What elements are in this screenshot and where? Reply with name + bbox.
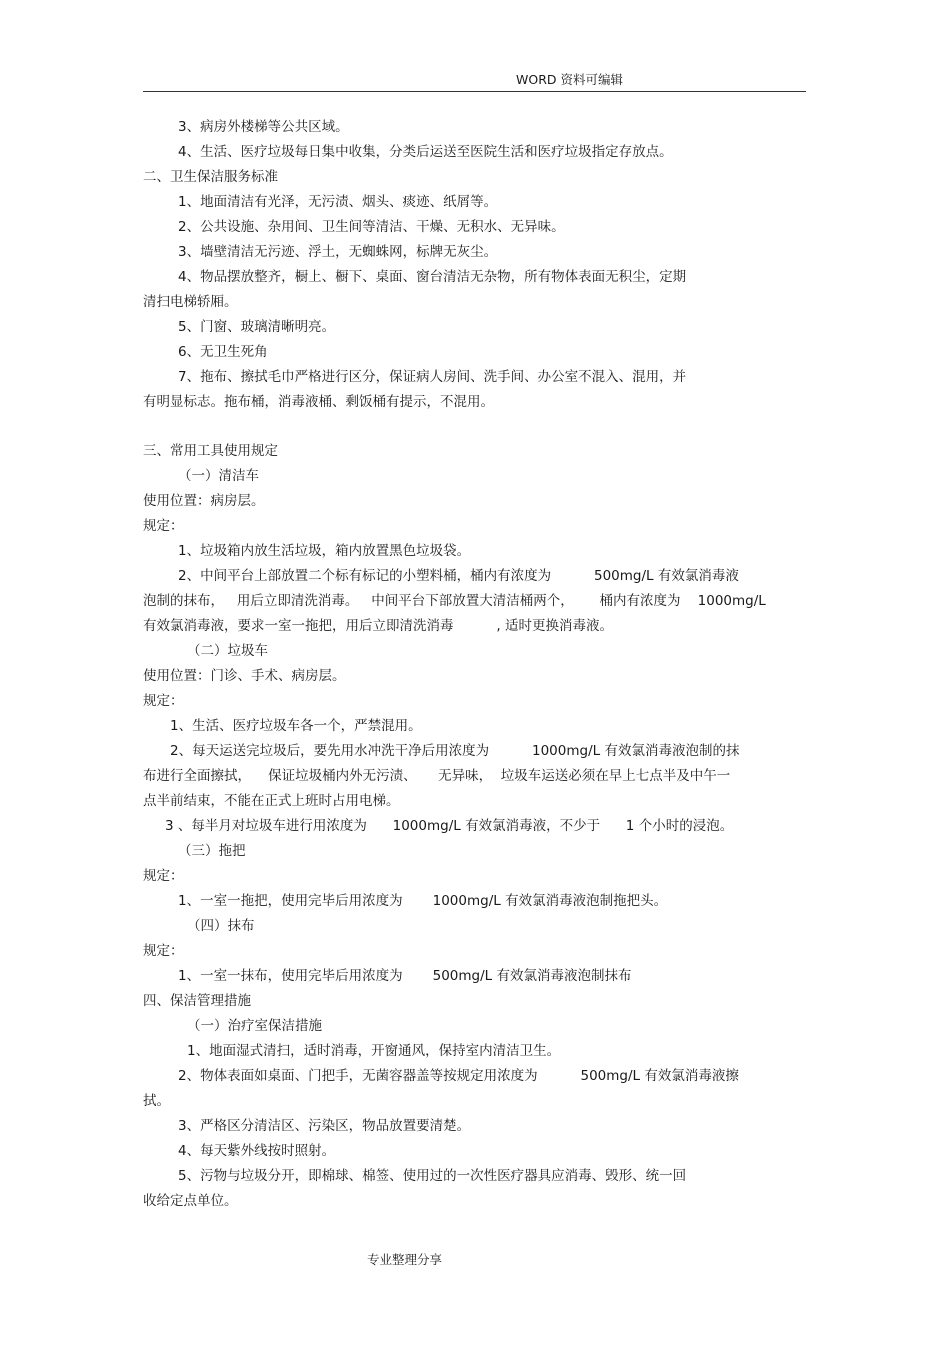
text-line: 4、生活、医疗垃圾每日集中收集，分类后运送至医院生活和医疗垃圾指定存放点。 [178, 144, 673, 160]
text-line: 1、垃圾箱内放生活垃圾，箱内放置黑色垃圾袋。 [178, 543, 471, 559]
header-text: WORD 资料可编辑 [516, 72, 623, 87]
subsection-heading: （一）清洁车 [178, 468, 259, 484]
subsection-heading: （一）治疗室保洁措施 [187, 1018, 322, 1034]
text-line: 7、拖布、擦拭毛巾严格进行区分，保证病人房间、洗手间、办公室不混入、混用，并 [178, 369, 687, 385]
text-line: 规定： [143, 693, 184, 709]
subsection-heading: （二）垃圾车 [187, 643, 268, 659]
text-line: 规定： [143, 943, 184, 959]
text-line: 6、无卫生死角 [178, 344, 268, 360]
text-line: 1、地面清洁有光泽，无污渍、烟头、痰迹、纸屑等。 [178, 194, 498, 210]
blank-line [143, 415, 808, 439]
text-line: 泡制的抹布， 用后立即清洗消毒。 中间平台下部放置大清洁桶两个， 桶内有浓度为 1000mg/L [143, 593, 766, 609]
section-heading: 三、常用工具使用规定 [143, 443, 278, 459]
text-line: 4、物品摆放整齐，橱上、橱下、桌面、窗台清洁无杂物，所有物体表面无积尘，定期 [178, 269, 687, 285]
page-footer: 专业整理分享 [367, 1252, 443, 1267]
text-line: 规定： [143, 518, 184, 534]
text-line: 点半前结束，不能在正式上班时占用电梯。 [143, 793, 400, 809]
text-line: 清扫电梯轿厢。 [143, 294, 238, 310]
text-line: 2、公共设施、杂用间、卫生间等清洁、干燥、无积水、无异味。 [178, 219, 565, 235]
text-line: 规定： [143, 868, 184, 884]
text-line: 3、墙壁清洁无污迹、浮土，无蜘蛛网，标牌无灰尘。 [178, 244, 498, 260]
text-line: 5、污物与垃圾分开，即棉球、棉签、使用过的一次性医疗器具应消毒、毁形、统一回 [178, 1168, 687, 1184]
text-line: 1、一室一拖把，使用完毕后用浓度为 1000mg/L 有效氯消毒液泡制拖把头。 [178, 893, 668, 909]
section-heading: 二、卫生保洁服务标准 [143, 169, 278, 185]
text-line: 有明显标志。拖布桶，消毒液桶、剩饭桶有提示，不混用。 [143, 394, 494, 410]
text-line: 1、生活、医疗垃圾车各一个，严禁混用。 [170, 718, 422, 734]
text-line: 2、每天运送完垃圾后，要先用水冲洗干净后用浓度为 1000mg/L 有效氯消毒液泡制的抹 [170, 743, 740, 759]
text-line: 2、物体表面如桌面、门把手，无菌容器盖等按规定用浓度为 500mg/L 有效氯消毒液擦 [178, 1068, 739, 1084]
text-line: 有效氯消毒液，要求一室一拖把，用后立即清洗消毒 , 适时更换消毒液。 [143, 618, 613, 634]
text-line: 4、每天紫外线按时照射。 [178, 1143, 336, 1159]
text-line: 2、中间平台上部放置二个标有标记的小塑料桶，桶内有浓度为 500mg/L 有效氯消毒液 [178, 568, 739, 584]
text-line: 3 、每半月对垃圾车进行用浓度为 1000mg/L 有效氯消毒液，不少于 1 个小时的浸泡。 [165, 818, 734, 834]
text-line: 布进行全面擦拭， 保证垃圾桶内外无污渍、 无异味， 垃圾车运送必须在早上七点半及中午一 [143, 768, 731, 784]
document-body [143, 115, 808, 1214]
text-line: 使用位置：病房层。 [143, 493, 265, 509]
text-line: 1、地面湿式清扫，适时消毒，开窗通风，保持室内清洁卫生。 [187, 1043, 561, 1059]
subsection-heading: （三）拖把 [178, 843, 246, 859]
text-line: 1、一室一抹布，使用完毕后用浓度为 500mg/L 有效氯消毒液泡制抹布 [178, 968, 632, 984]
section-heading: 四、保洁管理措施 [143, 993, 251, 1009]
text-line: 拭。 [143, 1093, 170, 1109]
text-line: 3、严格区分清洁区、污染区，物品放置要清楚。 [178, 1118, 471, 1134]
text-line: 收给定点单位。 [143, 1193, 238, 1209]
page-header [143, 68, 806, 92]
text-line: 5、门窗、玻璃清晰明亮。 [178, 319, 336, 335]
subsection-heading: （四）抹布 [187, 918, 255, 934]
text-line: 3、病房外楼梯等公共区域。 [178, 119, 349, 135]
text-line: 使用位置：门诊、手术、病房层。 [143, 668, 346, 684]
